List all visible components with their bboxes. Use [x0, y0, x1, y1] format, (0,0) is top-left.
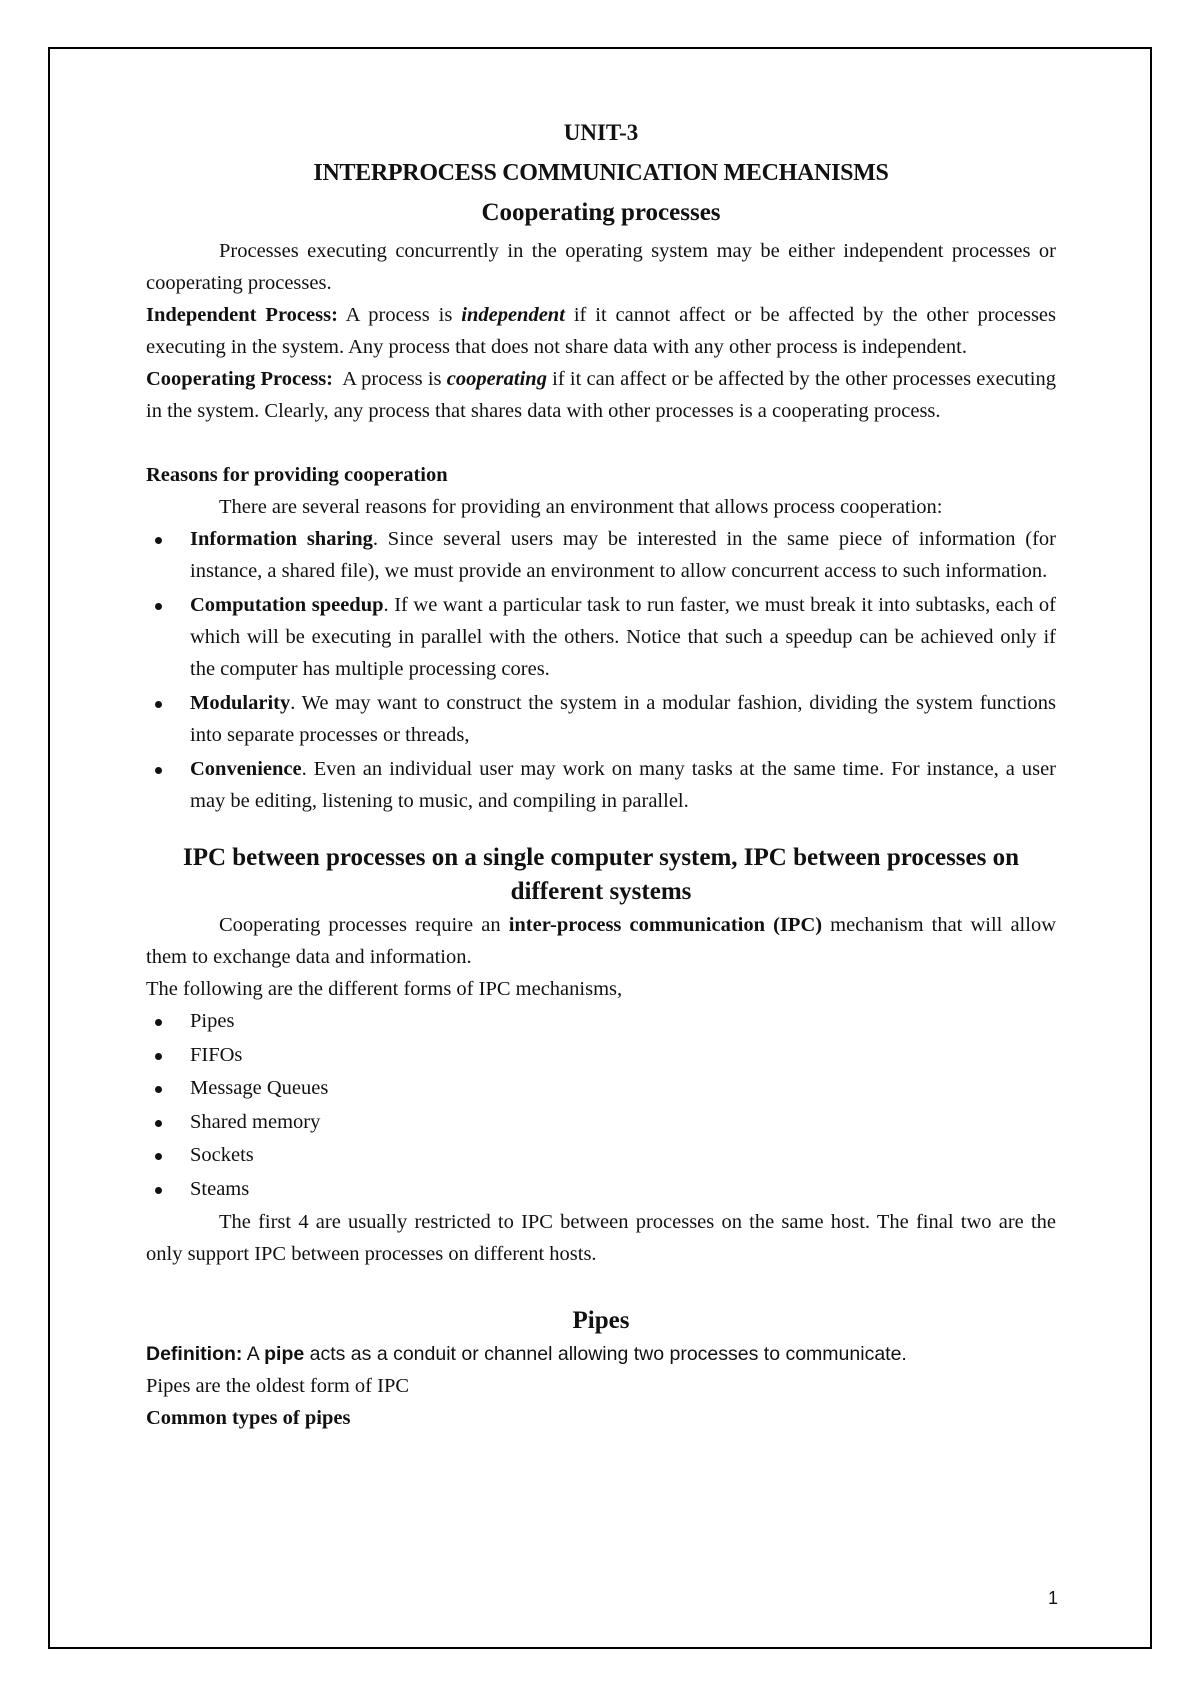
page-number: 1	[1048, 1588, 1059, 1608]
list-item: FIFOs	[146, 1039, 1056, 1073]
definition-pre: A	[242, 1343, 265, 1365]
list-item: Shared memory	[146, 1106, 1056, 1140]
document-body	[146, 113, 1056, 1434]
independent-pre: A process is	[337, 304, 462, 326]
reason-term: Computation speedup	[190, 594, 384, 616]
pipes-oldest: Pipes are the oldest form of IPC	[146, 1375, 410, 1397]
ipc-note: The first 4 are usually restricted to IPC between processes on the same host. The final two are the only support IPC between processes on different hosts.	[146, 1211, 1056, 1265]
reason-text: . If we want a particular task to run faster, we must break it into subtasks, each of which will be executing in parallel with the others. Notice that such a speedup can be achieved only if the computer has multiple processing cores.	[190, 594, 1056, 680]
cooperating-term: Cooperating Process:	[146, 368, 334, 390]
section-title-cooperating: Cooperating processes	[481, 199, 721, 226]
list-item	[146, 687, 1056, 751]
independent-paragraph	[146, 299, 1056, 363]
reason-term: Convenience	[190, 758, 302, 780]
list-item: Sockets	[146, 1139, 1056, 1173]
reason-term: Information sharing	[190, 528, 373, 550]
reasons-heading: Reasons for providing cooperation	[146, 464, 448, 486]
ipc-intro-post: mechanism that will allow them to exchange data and information.	[146, 914, 1056, 968]
list-item: Pipes	[146, 1005, 1056, 1039]
pipe-types-heading: Common types of pipes	[146, 1407, 351, 1429]
cooperating-emph: cooperating	[446, 368, 547, 390]
reason-text: . We may want to construct the system in a modular fashion, dividing the system functions into separate processes or threads,	[190, 692, 1056, 746]
pipes-definition	[146, 1338, 1056, 1370]
definition-pipe: pipe	[264, 1343, 305, 1365]
cooperating-paragraph	[146, 363, 1056, 427]
list-item	[146, 523, 1056, 587]
pipes-heading: Pipes	[572, 1307, 630, 1334]
definition-term: Definition:	[146, 1343, 243, 1365]
reasons-intro: There are several reasons for providing an environment that allows process cooperation:	[219, 496, 943, 518]
ipc-forms-list	[146, 1005, 1056, 1206]
ipc-intro	[146, 909, 1056, 973]
ipc-forms-intro: The following are the different forms of IPC mechanisms,	[146, 978, 623, 1000]
independent-term: Independent Process:	[146, 304, 338, 326]
intro-paragraph: Processes executing concurrently in the operating system may be either independent processes or cooperating processes.	[146, 240, 1056, 294]
list-item: Message Queues	[146, 1072, 1056, 1106]
reason-term: Modularity	[190, 692, 291, 714]
ipc-intro-pre: Cooperating processes require an	[219, 914, 509, 936]
list-item	[146, 589, 1056, 685]
list-item: Steams	[146, 1173, 1056, 1207]
document-title: INTERPROCESS COMMUNICATION MECHANISMS	[313, 160, 889, 186]
ipc-heading: IPC between processes on a single computer system, IPC between processes on different systems	[182, 844, 1020, 905]
reasons-list	[146, 523, 1056, 817]
list-item	[146, 753, 1056, 817]
cooperating-pre: A process is	[333, 368, 447, 390]
ipc-intro-term: inter-process communication (IPC)	[508, 914, 823, 936]
cooperating-post: if it can affect or be affected by the other processes executing in the system. Clearly, any process that shares data with other processes is a cooperating process.	[146, 368, 1056, 422]
definition-post: acts as a conduit or channel allowing two processes to communicate.	[304, 1343, 907, 1365]
reason-text: . Since several users may be interested in the same piece of information (for instance, a shared file), we must provide an environment to allow concurrent access to such information.	[190, 528, 1056, 582]
independent-emph: independent	[461, 304, 565, 326]
unit-heading: UNIT-3	[563, 120, 639, 145]
reason-text: . Even an individual user may work on many tasks at the same time. For instance, a user may be editing, listening to music, and compiling in parallel.	[190, 758, 1056, 812]
independent-post: if it cannot affect or be affected by the other processes executing in the system. Any process that does not share data with any other process is independent.	[146, 304, 1056, 358]
